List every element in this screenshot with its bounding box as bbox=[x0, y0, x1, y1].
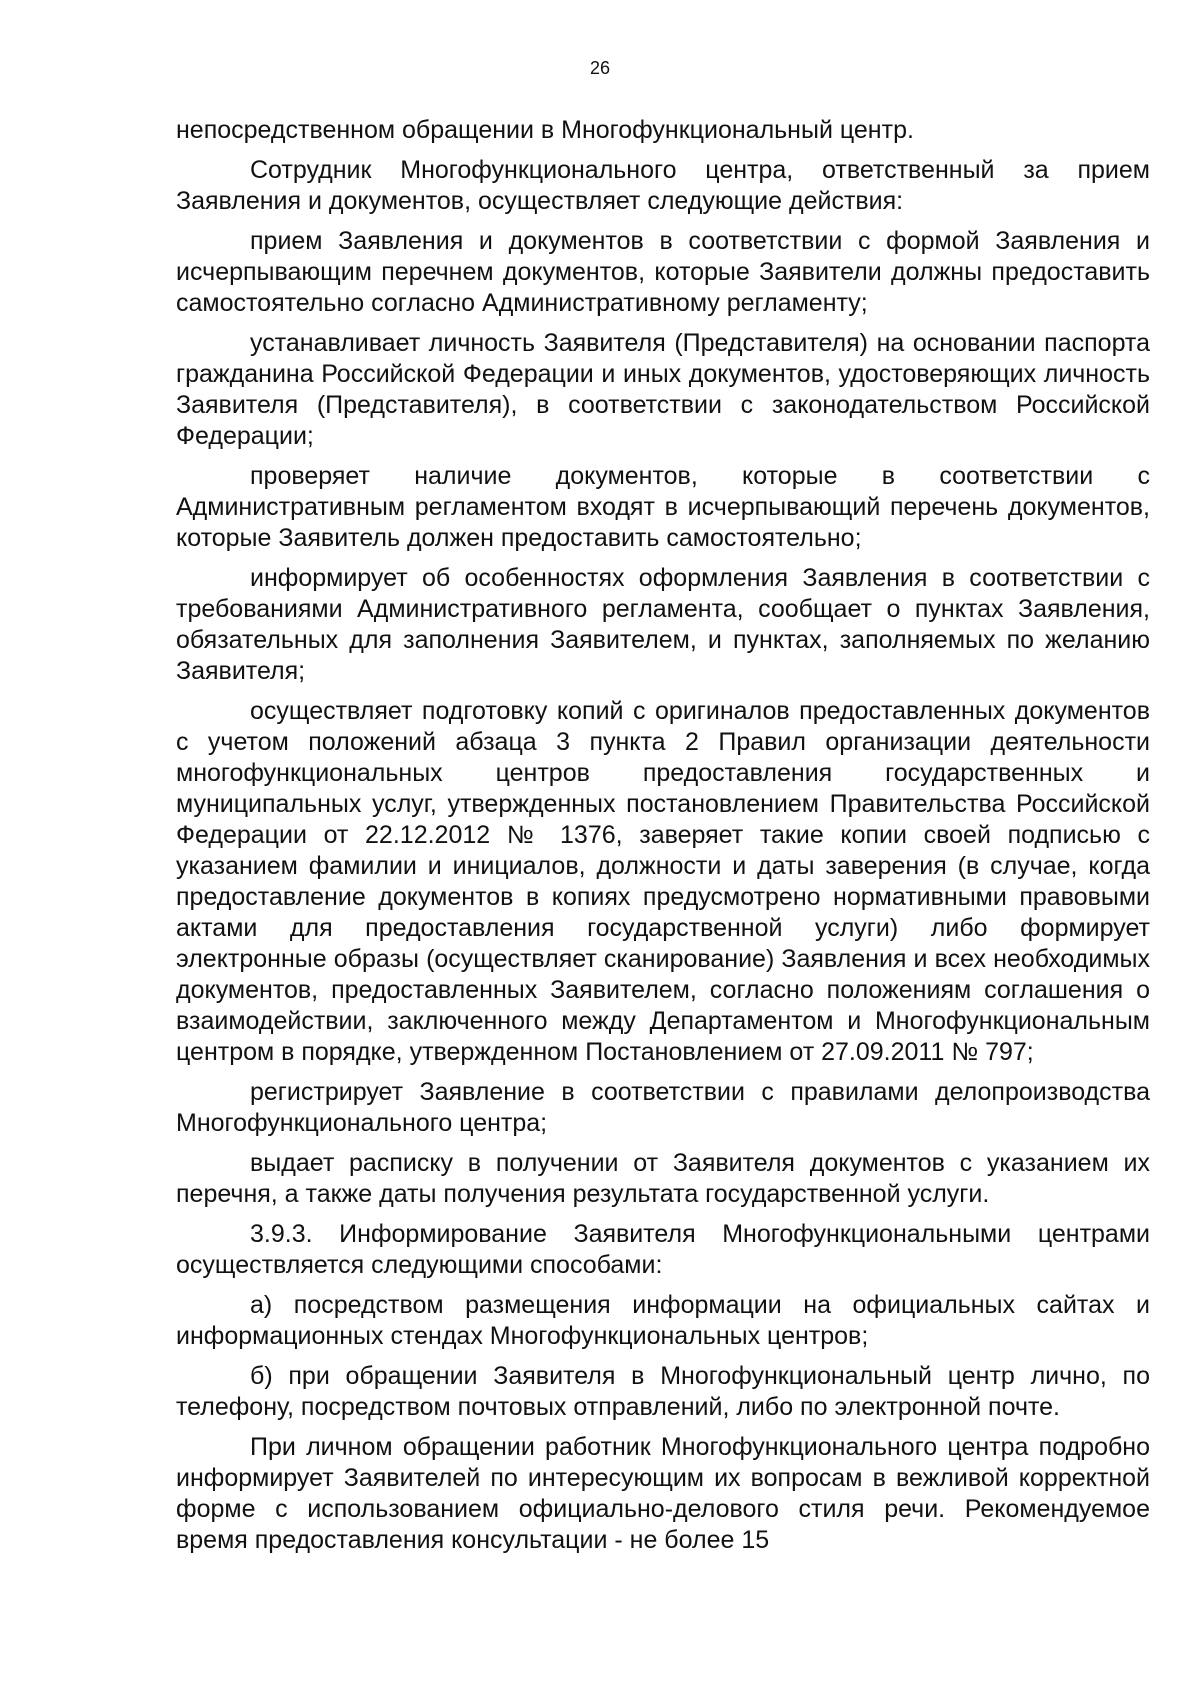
document-body bbox=[176, 115, 1150, 1565]
paragraph-identify-applicant: устанавливает личность Заявителя (Представителя) на основании паспорта гражданина Российской Федерации и иных документов, удостоверяющих личность Заявителя (Представителя), в соответствии с законодательством Российской Федерации; bbox=[176, 329, 1150, 450]
paragraph-check-documents: проверяет наличие документов, которые в соответствии с Административным регламентом входят в исчерпывающий перечень документов, которые Заявитель должен предоставить самостоятельно; bbox=[176, 462, 1150, 552]
paragraph-prepare-copies: осуществляет подготовку копий с оригиналов предоставленных документов с учетом положений абзаца 3 пункта 2 Правил организации деятельности многофункциональных центров предоставления государственных и муниципальных услуг, утвержденных постановлением Правительства Российской Федерации от 22.12.2012 № 1376, заверяет такие копии своей подписью с указанием фамилии и инициалов, должности и даты заверения (в случае, когда предоставление документов в копиях предусмотрено нормативными правовыми актами для предоставления государственной услуги) либо формирует электронные образы (осуществляет сканирование) Заявления и всех необходимых документов, предоставленных Заявителем, согласно положениям соглашения о взаимодействии, заключенного между Департаментом и Многофункциональным центром в порядке, утвержденном Постановлением от 27.09.2011 № 797; bbox=[176, 697, 1150, 1066]
paragraph-item-a: а) посредством размещения информации на официальных сайтах и информационных стендах Многофункциональных центров; bbox=[176, 1291, 1150, 1350]
paragraph-continuation: непосредственном обращении в Многофункциональный центр. bbox=[176, 116, 914, 144]
paragraph-section-3-9-3: 3.9.3. Информирование Заявителя Многофункциональными центрами осуществляется следующими способами: bbox=[176, 1220, 1150, 1279]
paragraph-inform-requirements: информирует об особенностях оформления Заявления в соответствии с требованиями Административного регламента, сообщает о пунктах Заявления, обязательных для заполнения Заявителем, и пунктах, заполняемых по желанию Заявителя; bbox=[176, 564, 1150, 685]
paragraph-accept-application: прием Заявления и документов в соответствии с формой Заявления и исчерпывающим перечнем документов, которые Заявители должны предоставить самостоятельно согласно Административному регламенту; bbox=[176, 227, 1150, 317]
paragraph-issue-receipt: выдает расписку в получении от Заявителя документов с указанием их перечня, а также даты получения результата государственной услуги. bbox=[176, 1149, 1150, 1208]
paragraph-item-b: б) при обращении Заявителя в Многофункциональный центр лично, по телефону, посредством почтовых отправлений, либо по электронной почте. bbox=[176, 1362, 1150, 1421]
paragraph-personal-visit: При личном обращении работник Многофункционального центра подробно информирует Заявителей по интересующим их вопросам в вежливой корректной форме с использованием официально-делового стиля речи. Рекомендуемое время предоставления консультации - не более 15 bbox=[176, 1433, 1150, 1554]
paragraph-register-application: регистрирует Заявление в соответствии с правилами делопроизводства Многофункционального центра; bbox=[176, 1078, 1150, 1137]
paragraph-mfc-employee-actions: Сотрудник Многофункционального центра, ответственный за прием Заявления и документов, осуществляет следующие действия: bbox=[176, 156, 1150, 215]
page-number: 26 bbox=[589, 58, 611, 78]
